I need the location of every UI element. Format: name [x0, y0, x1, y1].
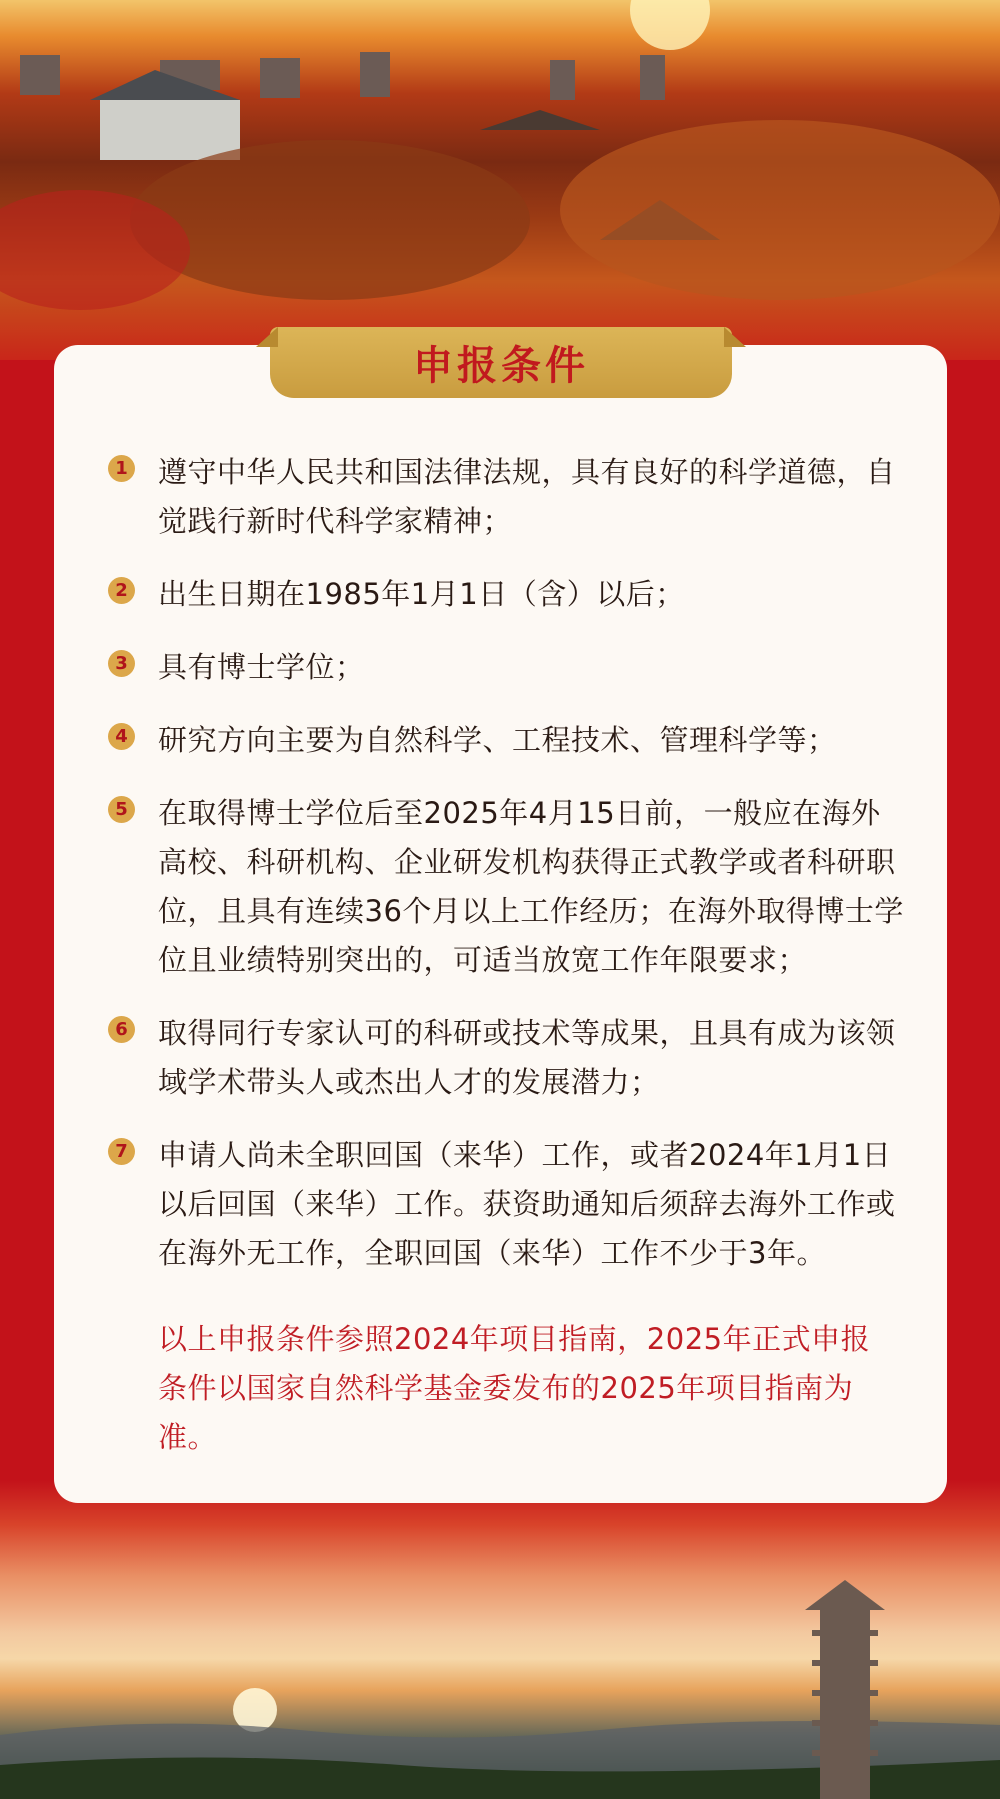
- list-item: [108, 570, 908, 619]
- number-badge: 1: [108, 455, 135, 482]
- list-item: [108, 1009, 908, 1107]
- conditions-list: [108, 448, 908, 1302]
- campus-illustration: [0, 0, 1000, 360]
- list-item: [108, 448, 908, 546]
- condition-text: 申请人尚未全职回国（来华）工作，或者2024年1月1日以后回国（来华）工作。获资助通知后须辞去海外工作或在海外无工作，全职回国（来华）工作不少于3年。: [158, 1138, 896, 1270]
- number-badge: 7: [108, 1138, 135, 1165]
- page-title: 申报条件: [413, 343, 589, 389]
- condition-text: 研究方向主要为自然科学、工程技术、管理科学等；: [158, 723, 837, 757]
- number-badge: 6: [108, 1016, 135, 1043]
- list-item: [108, 716, 908, 765]
- number-badge: 2: [108, 577, 135, 604]
- pagoda-footer-image: [0, 1480, 1000, 1799]
- condition-text: 具有博士学位；: [158, 650, 365, 684]
- condition-text: 取得同行专家认可的科研或技术等成果，且具有成为该领域学术带头人或杰出人才的发展潜力；: [158, 1016, 896, 1099]
- condition-text: 遵守中华人民共和国法律法规，具有良好的科学道德，自觉践行新时代科学家精神；: [158, 455, 896, 538]
- number-badge: 5: [108, 796, 135, 823]
- list-item: [108, 643, 908, 692]
- number-badge: 3: [108, 650, 135, 677]
- list-item: [108, 789, 908, 985]
- number-badge: 4: [108, 723, 135, 750]
- list-item: [108, 1131, 908, 1278]
- condition-text: 在取得博士学位后至2025年4月15日前，一般应在海外高校、科研机构、企业研发机构获得正式教学或者科研职位，且具有连续36个月以上工作经历；在海外取得博士学位且业绩特别突出的，可适当放宽工作年限要求；: [158, 796, 904, 977]
- footnote: 以上申报条件参照2024年项目指南，2025年正式申报条件以国家自然科学基金委发布的2025年项目指南为准。: [158, 1322, 871, 1454]
- title-banner: [270, 327, 732, 398]
- condition-text: 出生日期在1985年1月1日（含）以后；: [158, 577, 685, 611]
- pagoda-illustration: [0, 1480, 1000, 1799]
- campus-header-image: [0, 0, 1000, 360]
